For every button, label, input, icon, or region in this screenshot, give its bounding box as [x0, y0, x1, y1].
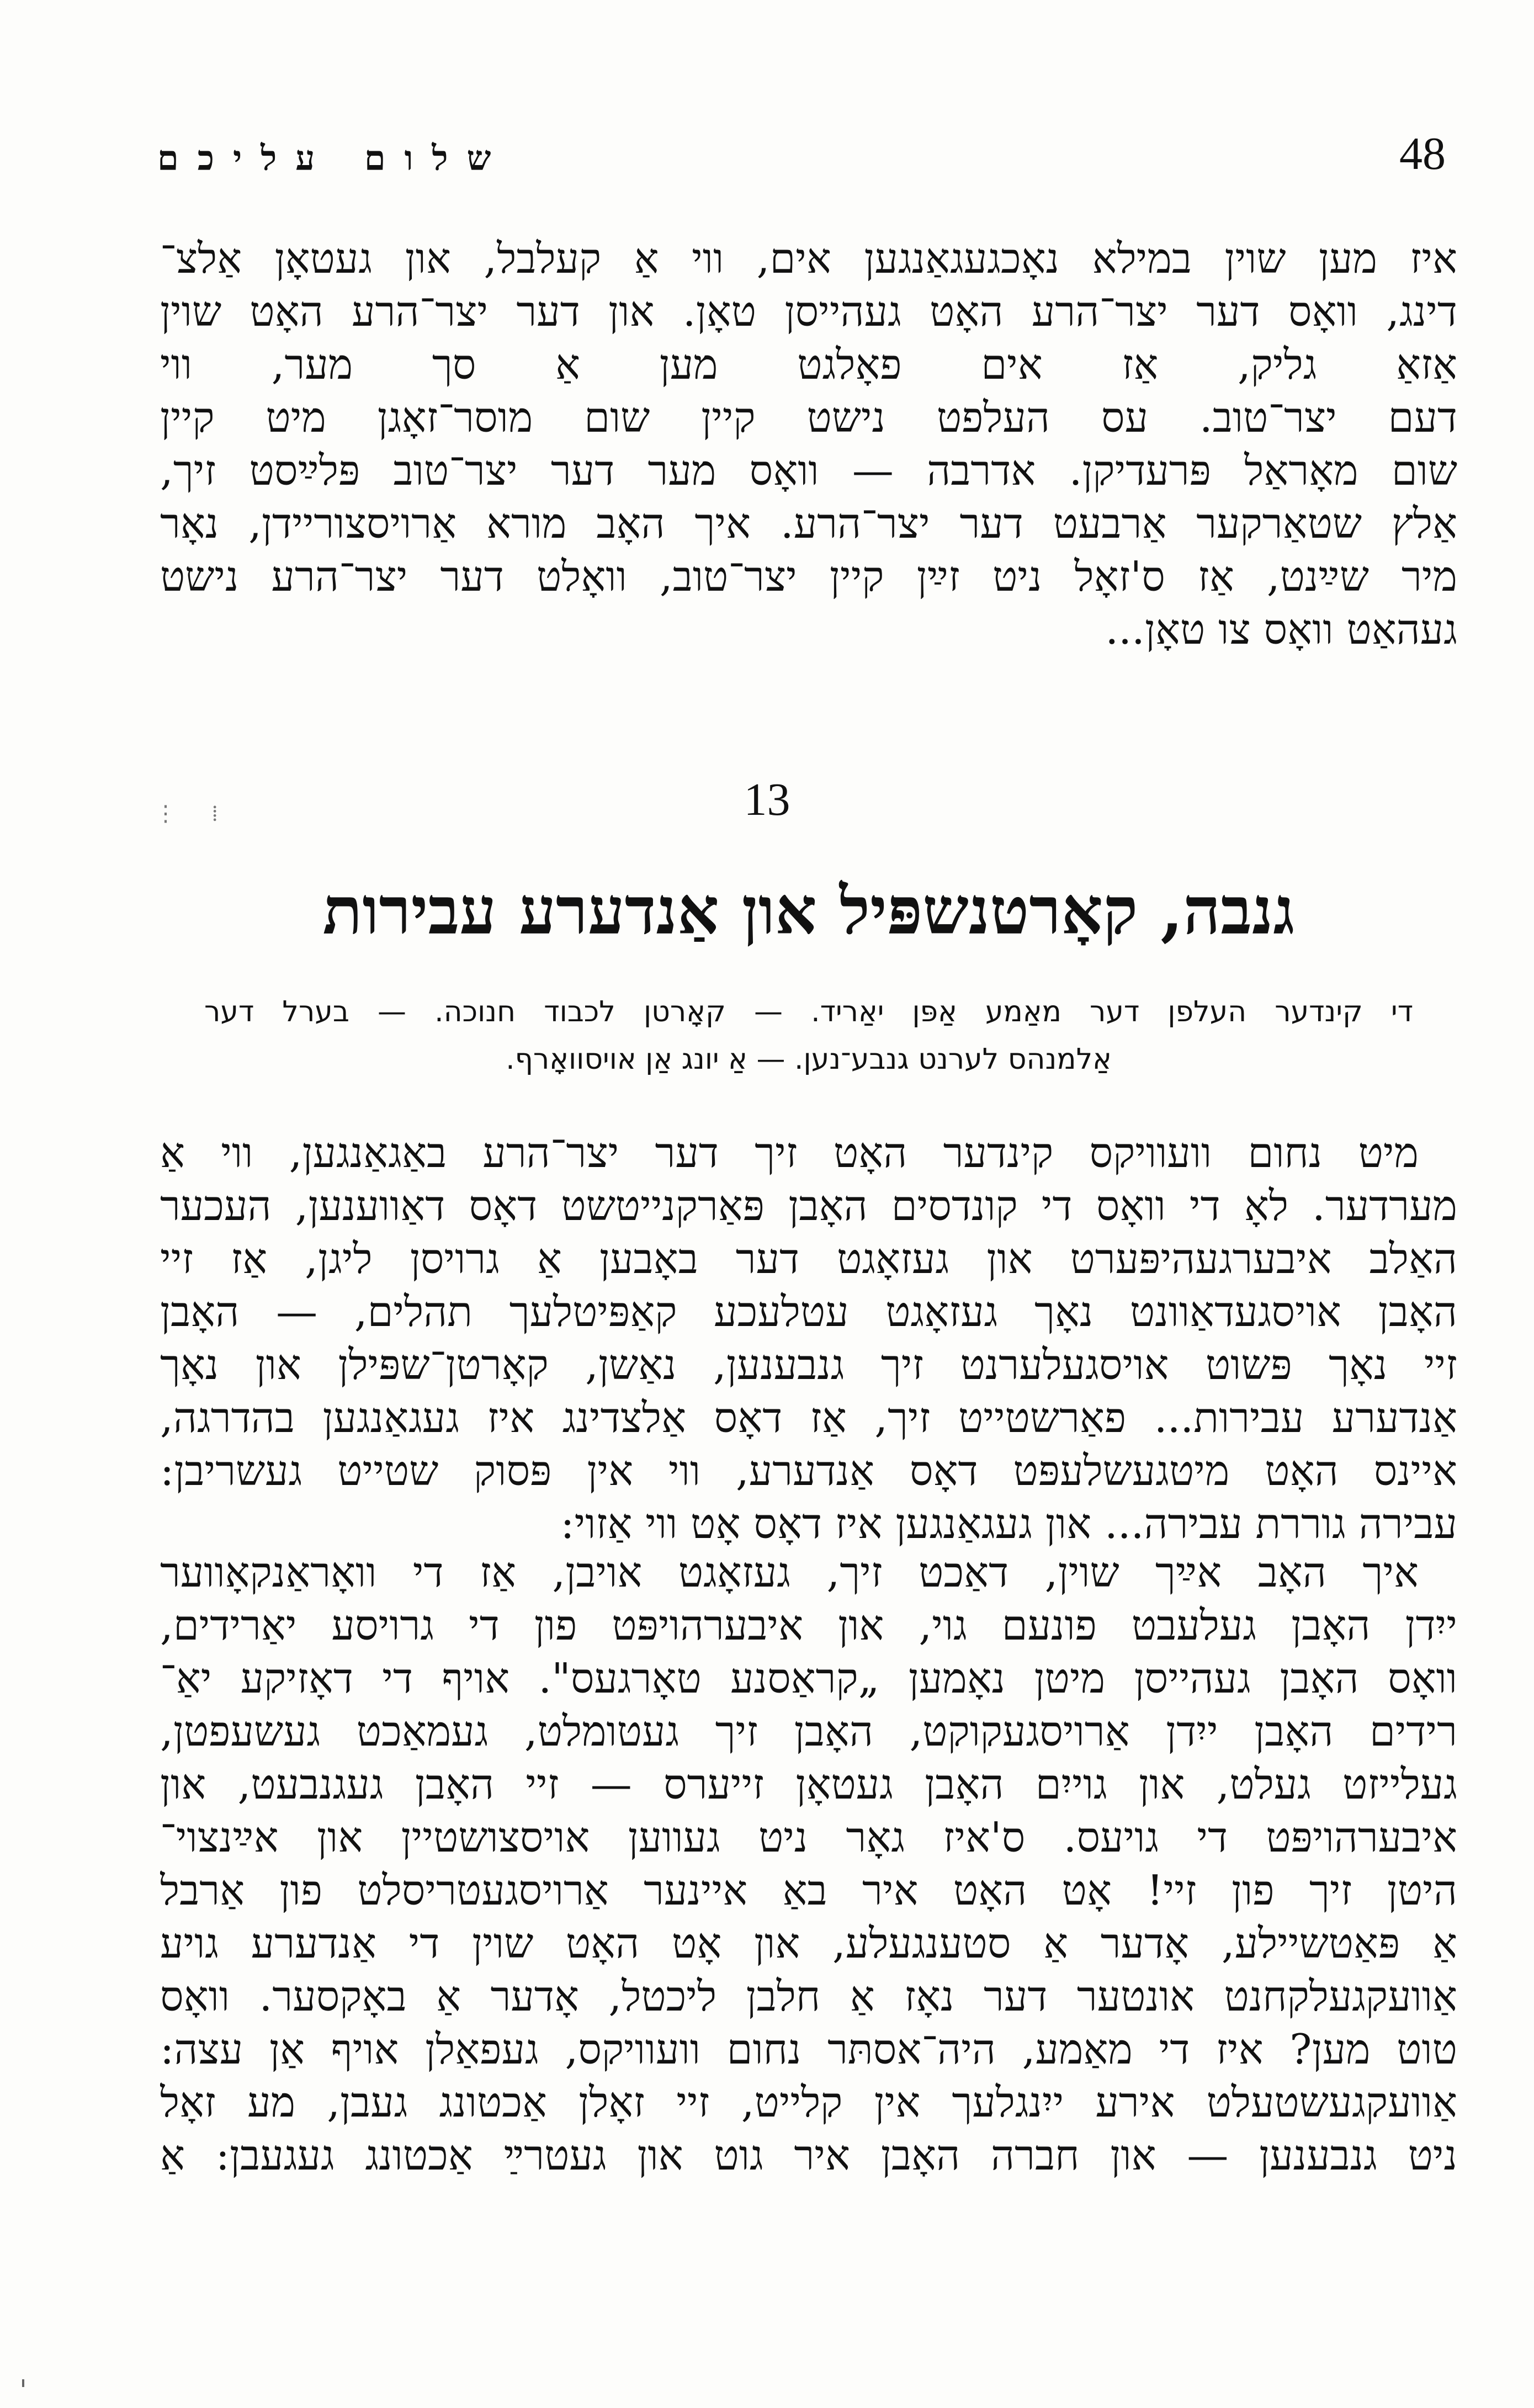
text-line: האָבן אויסגעדאַוונט נאָך געזאָגט עטלעכע קאַפּיטלעך תהלים, — האָבן [160, 1287, 1457, 1336]
running-head [157, 127, 1446, 193]
paragraph-1 [160, 232, 1457, 656]
text-line: אַנדערע עבירות... פאַרשטייט זיך, אַז דאָס אַלצדינג איז געגאַנגען בהדרגה, [160, 1393, 1457, 1442]
page-number: 48 [1399, 128, 1446, 179]
text-line: היטן זיך פון זיי! אָט האָט איר באַ איינער אַרויסגעטריסלט פון אַרבל [160, 1866, 1457, 1914]
chapter-summary [204, 988, 1413, 1083]
text-line: זיי נאָך פּשוט אויסגעלערנט זיך גנבענען, נאַשן, קאָרטן־שפּילן און נאָך [160, 1340, 1457, 1389]
text-line: אַוועקגעשטעלט אירע ייִנגלעך אין קלייט, זיי זאָלן אַכטונג געבן, מע זאָל [160, 2078, 1457, 2126]
text-line: איך האָב אײַך שוין, דאַכט זיך, געזאָגט אויבן, אַז די וואָראַנקאָווער [160, 1548, 1419, 1597]
summary-line: אַלמנהס לערנט גנבע־נען. — אַ יונג אַן אויסוואָרף. [506, 1043, 1112, 1076]
summary-line: די קינדער העלפן דער מאַמע אַפּן יאַריד. — קאָרטן לכבוד חנוכה. — בערל דער [204, 995, 1413, 1028]
margin-mark: ⋮ ⁞ [155, 801, 218, 826]
paragraph-2 [160, 1126, 1457, 1550]
text-line: מיט נחום וועוויקס קינדער האָט זיך דער יצר־הרע באַגאַנגען, ווי אַ [160, 1128, 1419, 1177]
chapter-number: 13 [744, 774, 790, 825]
text-line: איבערהויפּט די גויעס. ס'איז גאָר ניט געווען אויסצושטיין און אײַנצוי־ [160, 1813, 1457, 1861]
text-line: טוט מען? איז די מאַמע, היה־אסתּר נחום וועוויקס, געפאַלן אויף אַן עצה: [160, 2025, 1457, 2073]
text-line: ניט גנבענען — און חברה האָבן איר גוט און געטרײַ אַכטונג געגעבן: אַ [160, 2131, 1457, 2179]
text-line: אַלץ שטאַרקער אַרבעט דער יצר־הרע. איך האָב מורא אַרויסצוריידן, נאָר [160, 499, 1457, 548]
text-line: געהאַט וואָס צו טאָן... [1105, 605, 1457, 654]
text-line: אַ פּאַטשיילע, אָדער אַ סטענגעלע, און אָט האָט שוין די אַנדערע גויע [160, 1919, 1457, 1967]
text-line: שום מאָראַל פּרעדיקן. אדרבה — וואָס מער דער יצר־טוב פּלײַסט זיך, [160, 446, 1457, 495]
text-line: מערדער. לאָ די וואָס די קונדסים האָבן פּאַרקנייטשט דאָס דאַווענען, העכער [160, 1181, 1457, 1230]
text-line: האַלב איבערגעהיפּערט און געזאָגט דער באָבען אַ גרויסן ליגן, אַז זיי [160, 1234, 1457, 1283]
text-line: איינס האָט מיטגעשלעפּט דאָס אַנדערע, ווי אין פּסוק שטייט געשריבן: [160, 1446, 1457, 1495]
text-line: רידים האָבן ייִדן אַרויסגעקוקט, האָבן זיך געטומלט, געמאַכט געשעפטן, [160, 1707, 1457, 1755]
text-line: ייִדן האָבן געלעבט פונעם גוי, און איבערהויפּט פון די גרויסע יאַרידים, [160, 1601, 1457, 1649]
text-line: געלייזט געלט, און גוייִם האָבן געטאָן זייערס — זיי האָבן געגנבעט, און [160, 1760, 1457, 1808]
text-line: דעם יצר־טוב. עס העלפט נישט קיין שום מוסר־זאָגן מיט קיין [160, 393, 1457, 442]
text-line: איז מען שוין במילא נאָכגעגאַנגען אים, ווי אַ קעלבל, און געטאָן אַלצ־ [160, 234, 1457, 283]
text-line: וואָס האָבן געהייסן מיטן נאָמען „קראַסנע טאָרגעס". אויף די דאָזיקע יאַ־ [160, 1654, 1457, 1702]
paragraph-3 [160, 1546, 1457, 2182]
scan-mark [22, 2379, 24, 2387]
text-line: אַוועקגעלקחנט אונטער דער נאָז אַ חלבן ליכטל, אָדער אַ באָקסער. וואָס [160, 1972, 1457, 2020]
text-line: מיר שײַנט, אַז ס'זאָל ניט זײַן קיין יצר־טוב, וואָלט דער יצר־הרע נישט [160, 552, 1457, 601]
text-line: עבירה גוררת עבירה... און געגאַנגען איז דאָס אָט ווי אַזוי: [560, 1499, 1457, 1548]
text-line: אַזאַ גליק, אַז אים פאָלגט מען אַ סך מער, ווי [160, 340, 1457, 389]
running-title: שלום עליכם [157, 138, 510, 178]
chapter-title: גנבה, קאָרטנשפּיל און אַנדערע עבירות [322, 872, 1295, 949]
text-line: דינג, וואָס דער יצר־הרע האָט געהייסן טאָן. און דער יצר־הרע האָט שוין [160, 287, 1457, 336]
